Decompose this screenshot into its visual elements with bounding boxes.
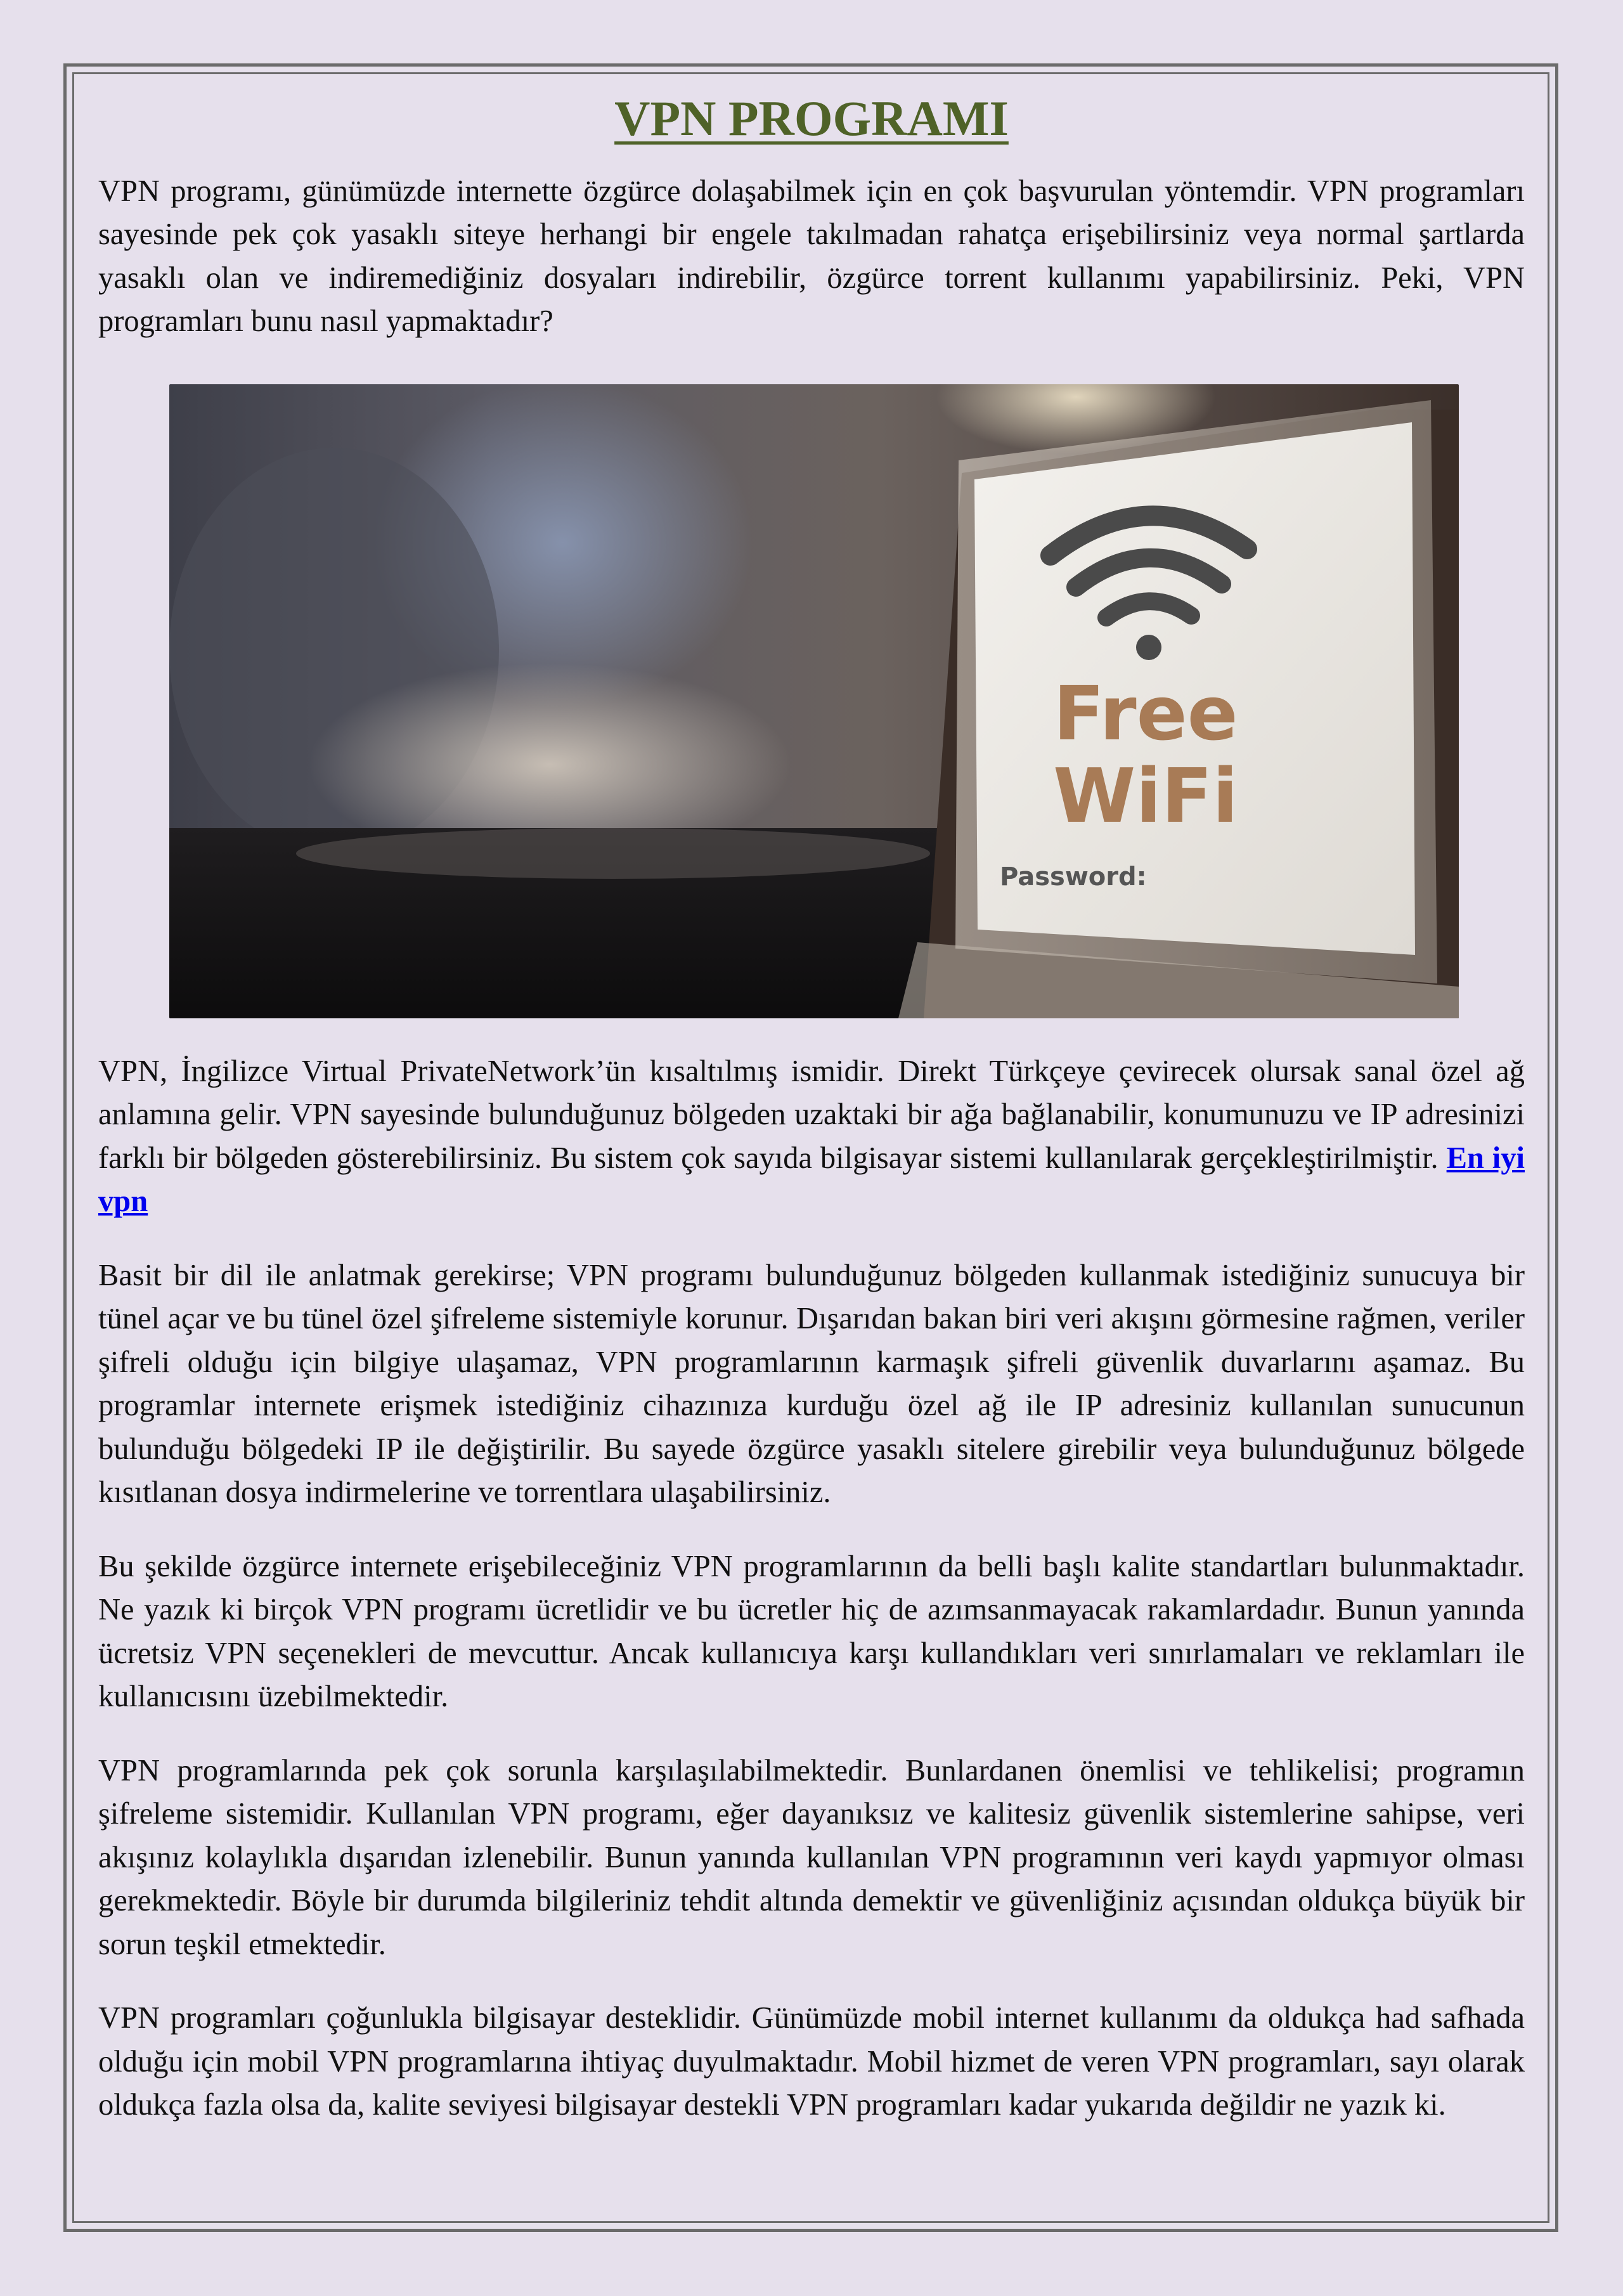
paragraph-definition bbox=[98, 1050, 1525, 1224]
sign-wifi-text: WiFi bbox=[1053, 751, 1238, 840]
paragraph-intro: VPN programı, günümüzde internette özgürce dolaşabilmek için en çok başvurulan yöntemdir. VPN programları sayesinde pek çok yasaklı siteye herhangi bir engele takılmadan rahatça erişebilirsiniz veya normal şartlarda yasaklı olan ve indiremediğiniz dosyaları indirebilir, özgürce torrent kullanımı yapabilirsiniz. Peki, VPN programları bunu nasıl yapmaktadır? bbox=[98, 174, 1525, 339]
paragraph-problems: VPN programlarında pek çok sorunla karşılaşılabilmektedir. Bunlardanen önemlisi ve tehlikelisi; programın şifreleme sistemidir. Kullanılan VPN programı, eğer dayanıksız ve kalitesiz güvenlik sistemlerine sahipse, veri akışınız kolaylıkla dışarıdan izlenebilir. Bunun yanında kullanılan VPN programının veri kaydı yapmıyor olması gerekmektedir. Böyle bir durumda bilgileriniz tehdit altında demektir ve güvenliğiniz açısından oldukça büyük bir sorun teşkil etmektedir. bbox=[98, 1753, 1525, 1961]
best-vpn-link[interactable]: En iyi vpn bbox=[98, 1141, 1525, 1219]
free-wifi-photo bbox=[169, 384, 1459, 1018]
paragraph-definition-text: VPN, İngilizce Virtual PrivateNetwork’ün kısaltılmış ismidir. Direkt Türkçeye çevirecek olursak sanal özel ağ anlamına gelir. VPN sayesinde bulunduğunuz bölgeden uzaktaki bir ağa bağlanabilir, konumunuzu ve IP adresinizi farklı bir bölgeden gösterebilirsiniz. Bu sistem çok sayıda bilgisayar sistemi kullanılarak gerçekleştirilmiştir. bbox=[98, 1054, 1525, 1175]
document-body bbox=[98, 89, 1525, 2158]
paragraph-mobile: VPN programları çoğunlukla bilgisayar desteklidir. Günümüzde mobil internet kullanımı da oldukça had safhada olduğu için mobil VPN programlarına ihtiyaç duyulmaktadır. Mobil hizmet de veren VPN programları, sayı olarak oldukça fazla olsa da, kalite seviyesi bilgisayar destekli VPN programları kadar yukarıda değildir ne yazık ki. bbox=[98, 2001, 1525, 2122]
sign-free-text: Free bbox=[1053, 669, 1238, 757]
sign-password-text: Password: bbox=[1000, 862, 1147, 892]
paragraph-how-it-works: Basit bir dil ile anlatmak gerekirse; VPN programı bulunduğunuz bölgeden kullanmak istediğiniz sunucuya bir tünel açar ve bu tünel özel şifreleme sistemiyle korunur. Dışarıdan bakan biri veri akışını görmesine rağmen, veriler şifreli olduğu için bilgiye ulaşamaz, VPN programlarının karmaşık şifreli güvenlik duvarlarını aşamaz. Bu programlar internete erişmek istediğiniz cihazınıza kurduğu özel ağ ile IP adresiniz kullanılan sunucunun bulunduğu bölgedeki IP ile değiştirilir. Bu sayede özgürce yasaklı sitelere girebilir veya bulunduğunuz bölgede kısıtlanan dosya indirmelerine ve torrentlara ulaşabilirsiniz. bbox=[98, 1258, 1525, 1510]
paragraph-quality: Bu şekilde özgürce internete erişebileceğiniz VPN programlarının da belli başlı kalite standartları bulunmaktadır. Ne yazık ki birçok VPN programı ücretlidir ve bu ücretler hiç de azımsanmayacak rakamlardadır. Bunun yanında ücretsiz VPN seçenekleri de mevcuttur. Ancak kullanıcıya karşı kullandıkları veri sınırlamaları ve reklamları ile kullanıcısını üzebilmektedir. bbox=[98, 1549, 1525, 1714]
page-title: VPN PROGRAMI bbox=[614, 91, 1009, 146]
